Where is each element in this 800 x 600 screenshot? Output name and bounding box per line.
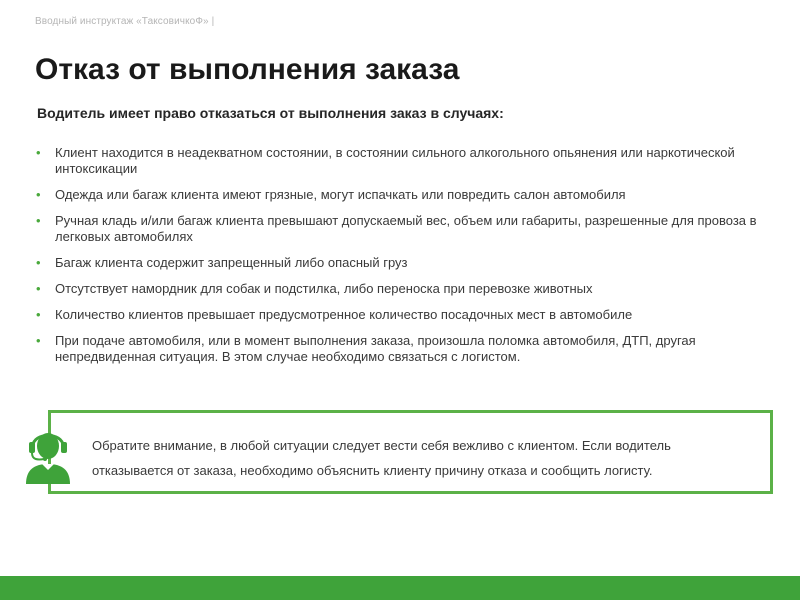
case-text: Отсутствует намордник для собак и подстилка, либо переноска при перевозке животных	[55, 281, 593, 296]
bullet-dot-icon: •	[36, 255, 41, 270]
notice-box	[48, 410, 773, 494]
list-item	[36, 333, 776, 365]
bullet-dot-icon: •	[36, 333, 41, 348]
list-item	[36, 307, 776, 323]
footer-bar	[0, 576, 800, 600]
case-text: Клиент находится в неадекватном состоянии, в состоянии сильного алкогольного опьянения или наркотической интоксикации	[55, 145, 735, 176]
list-item	[36, 281, 776, 297]
case-text: Багаж клиента содержит запрещенный либо опасный груз	[55, 255, 408, 270]
bullet-dot-icon: •	[36, 145, 41, 160]
refusal-cases-list	[36, 145, 776, 375]
bullet-dot-icon: •	[36, 281, 41, 296]
slide-subtitle: Водитель имеет право отказаться от выполнения заказ в случаях:	[37, 105, 504, 121]
list-item	[36, 187, 776, 203]
case-text: Количество клиентов превышает предусмотренное количество посадочных мест в автомобиле	[55, 307, 633, 322]
header-breadcrumb: Вводный инструктаж «ТаксовичкоФ» |	[35, 16, 215, 27]
notice-text: Обратите внимание, в любой ситуации следует вести себя вежливо с клиентом. Если водитель отказывается от заказа, необходимо объяснить клиенту причину отказа и сообщить логисту.	[92, 438, 671, 478]
bullet-dot-icon: •	[36, 307, 41, 322]
list-item	[36, 255, 776, 271]
list-item	[36, 145, 776, 177]
case-text: Ручная кладь и/или багаж клиента превышают допускаемый вес, объем или габариты, разрешенные для провоза в легковых автомобилях	[55, 213, 757, 244]
list-item	[36, 213, 776, 245]
case-text: Одежда или багаж клиента имеют грязные, могут испачкать или повредить салон автомобиля	[55, 187, 626, 202]
bullet-dot-icon: •	[36, 213, 41, 228]
slide-title: Отказ от выполнения заказа	[35, 53, 460, 86]
case-text: При подаче автомобиля, или в момент выполнения заказа, произошла поломка автомобиля, ДТП, другая непредвиденная ситуация. В этом случае необходимо связаться с логистом.	[55, 333, 696, 364]
bullet-dot-icon: •	[36, 187, 41, 202]
operator-headset-icon	[22, 424, 74, 484]
